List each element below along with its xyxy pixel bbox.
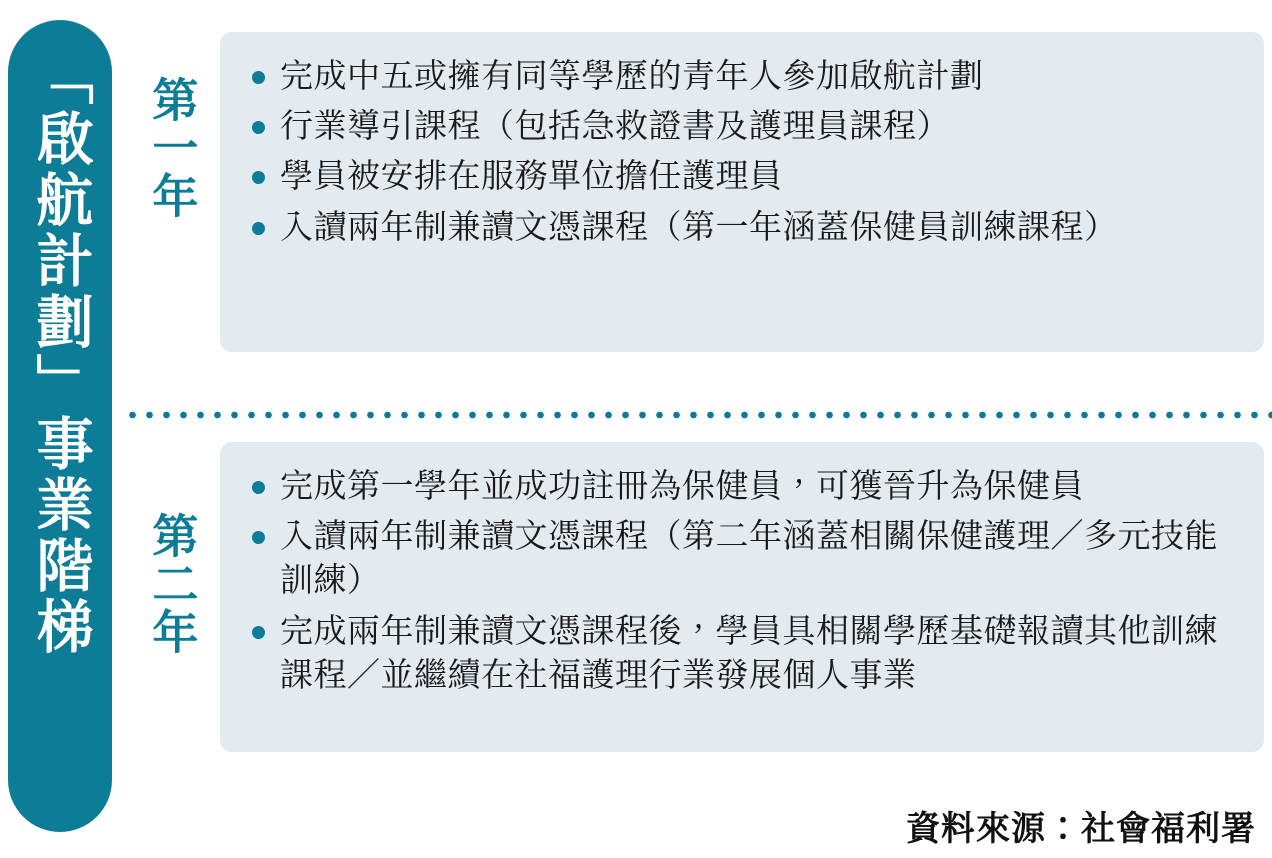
list-item: 完成中五或擁有同等學歷的青年人參加啟航計劃 — [246, 54, 1238, 98]
row-year-1 — [124, 32, 1264, 372]
title-pill — [8, 20, 112, 832]
bullet-list-year-1 — [246, 54, 1238, 249]
year-label-1-text: 第一年 — [146, 76, 199, 220]
list-item: 完成兩年制兼讀文憑課程後，學員具相關學歷基礎報讀其他訓練課程／並繼續在社福護理行業發展個人事業 — [246, 609, 1238, 697]
list-item: 學員被安排在服務單位擔任護理員 — [246, 154, 1238, 198]
page-title: 「啟航計劃」事業階梯 — [28, 48, 93, 658]
year-label-1 — [124, 32, 220, 220]
year-label-2-text: 第二年 — [146, 512, 199, 656]
row-year-2 — [124, 442, 1264, 772]
list-item: 入讀兩年制兼讀文憑課程（第一年涵蓋保健員訓練課程） — [246, 205, 1238, 249]
list-item: 入讀兩年制兼讀文憑課程（第二年涵蓋相關保健護理／多元技能訓練） — [246, 514, 1238, 602]
year-label-2 — [124, 442, 220, 656]
panel-year-1 — [220, 32, 1264, 352]
rows-container — [124, 20, 1264, 832]
panel-year-2 — [220, 442, 1264, 752]
list-item: 行業導引課程（包括急救證書及護理員課程） — [246, 104, 1238, 148]
bullet-list-year-2 — [246, 464, 1238, 697]
list-item: 完成第一學年並成功註冊為保健員，可獲晉升為保健員 — [246, 464, 1238, 508]
source-note: 資料來源：社會福利署 — [906, 810, 1256, 848]
dotted-divider — [124, 410, 1272, 420]
